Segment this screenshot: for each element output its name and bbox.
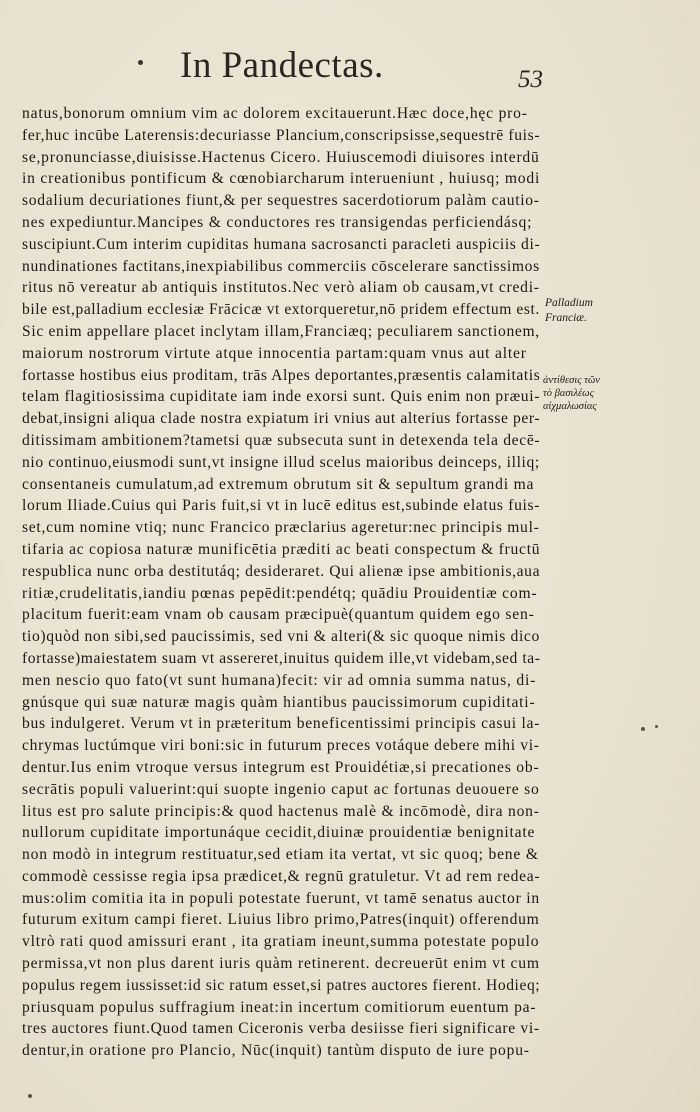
text-line: tio)quòd non sibi,sed paucissimis, sed vni & alteri(& sic quoque nimis dico [22,628,540,646]
text-line: bus indulgeret. Verum vt in præteritum beneficentissimi principis casui la- [22,715,541,733]
text-line: permissa,vt non plus darent iuris quàm retinerent. decreuerūt enim vt cum [22,955,540,973]
text-line: non modò in integrum restituatur,sed etiam ita vertat, vt sic quoq; bene & [22,846,539,864]
text-line: gnúsque qui suæ naturæ magis quàm hiantibus paucissimorum cupiditati- [22,693,536,711]
text-line: bile est,palladium ecclesiæ Frācicæ vt extorqueretur,nō pridem effectum est. [22,301,540,319]
text-line: natus,bonorum omnium vim ac dolorem excitauerunt.Hæc doce,hęc pro- [22,105,528,122]
text-line: maiorum nostrorum virtute atque innocentia partam:quam vnus aut alter [22,344,527,362]
text-line: sodalium decuriationes fiunt,& per sequestres sacerdotiorum palàm cautio- [22,192,540,210]
text-line: debat,insigni aliqua clade nostra expiatum iri vnius aut alterius fortasse per- [22,410,541,428]
text-line: se,pronunciasse,diuisisse.Hactenus Cicero. Huiuscemodi diuisores interdū [22,148,540,166]
ornament-dot [138,60,143,65]
text-line: men nescio quo fato(vt sunt humana)fecit: vir ad omnia summa natus, di- [22,671,537,689]
text-line: priusquam populus suffragium ineat:in incertum comitiorum euentum pa- [22,998,537,1016]
text-line: tifaria ac copiosa naturæ munificētia præditi ac beati conspectum & fructū [22,540,541,558]
text-line: respublica nunc orba destitutáq; desideraret. Qui alienæ ipse ambitionis,aua [22,562,541,580]
text-line: dentur.Ius enim vtroque versus integrum est Prouidétiæ,si precationes ob- [22,758,540,776]
text-line: vltrò rati quod amissuri erant , ita gratiam ineunt,summa potestate populo [22,933,540,951]
marginal-note-line: αἰχμαλωσίας [543,401,597,412]
body-text [22,103,542,1062]
text-line: lorum Iliade.Cuius qui Paris fuit,si vt in lucē editus est,subinde elatus fuis- [22,497,541,515]
text-line: litus est pro salute principis:& quod hactenus malè & incōmodè, dira non- [22,802,540,820]
marginal-note-line: τὸ βασιλέως [543,388,594,399]
text-line: mus:olim comitia ita in populi potestate fuerunt, vt tamē senatus auctor in [22,889,540,907]
text-line: futurum exitum campi fieret. Liuius libro primo,Patres(inquit) offerendum [22,911,540,929]
text-line: suscipiunt.Cum interim cupiditas humana sacrosancti paracleti auspiciis di- [22,235,541,253]
text-line: Sic enim appellare placet inclytam illam,Franciæq; peculiarem sanctionem, [22,322,540,340]
ink-speck [655,725,658,728]
text-line: set,cum nomine vtiq; nunc Francico præclarius ageretur:nec principis mul- [22,519,540,537]
text-line: fer,huc incūbe Laterensis:decuriasse Plancium,conscripsisse,sequestrē fuis- [22,126,541,144]
text-line: nio continuo,eiusmodi sunt,vt insigne illud scelus maioribus deinceps, illiq; [22,453,540,471]
text-line: placitum fuerit:eam vnam ob causam præcipuè(quantum quidem ego sen- [22,606,535,624]
text-line: commodè cessisse regia ipsa prædicet,& regnū gratuletur. Vt ad rem redea- [22,867,541,885]
text-line: nullorum cupiditate importunáque cecidit,diuinæ prouidentiæ benignitate [22,824,536,842]
page-number: 53 [518,66,543,93]
text-line: secrātis populi valuerint:qui suopte ingenio caput ac fortunas deuouere so [22,780,540,798]
text-line: fortasse)maiestatem suam vt assereret,inuitus quidem ille,vt videbam,sed ta- [22,649,541,667]
marginal-note-palladium [545,296,625,326]
text-line: nundinationes factitans,inexpiabilibus commerciis cōscelerare sanctissimos [22,257,540,275]
text-line: ditissimam ambitionem?tametsi quæ subsecuta sunt in detexenda tela decē- [22,431,541,449]
running-head: In Pandectas. [180,45,384,86]
text-line: tres auctores fiunt.Quod tamen Ciceronis verba desiisse fieri significare vi- [22,1020,540,1038]
text-line: in creationibus pontificum & cœnobiarcharum interueniunt , huiusq; modi [22,170,541,188]
text-line: telam flagitiosissima cupiditate iam inde exorsi sunt. Quis enim non præui- [22,388,541,406]
text-line: chrymas luctúmque viri boni:sic in futurum preces votáque debere mihi vi- [22,737,540,755]
text-line: fortasse hostibus eius proditam, trās Alpes deportantes,præsentis calamitatis [22,366,541,384]
ink-speck [641,727,645,731]
text-line: populus regem iussisset:id sic ratum esset,si patres auctores fierent. Hodieq; [22,976,541,994]
marginal-note-greek [543,374,633,413]
text-line: ritiæ,crudelitatis,iandiu pœnas pepēdit:pendétq; quādiu Prouidentiæ com- [22,584,538,602]
marginal-note-line: Palladium [545,297,593,309]
ink-speck [28,1094,32,1098]
marginal-note-line: ἀντίθεσις τῶν [543,375,600,386]
text-line: consentaneis cumulatum,ad extremum obrutum sit & sepultum grandi ma [22,475,535,493]
marginal-note-line: Franciæ. [545,312,587,324]
text-line: nes expediuntur.Mancipes & conductores res transigendas perficiendásq; [22,213,533,231]
text-line: ritus nō vereatur ab antiquis institutos.Nec verò aliam ob causam,vt credi- [22,279,540,297]
text-line: dentur,in oratione pro Plancio, Nūc(inquit) tantùm disputo de iure popu- [22,1042,530,1060]
